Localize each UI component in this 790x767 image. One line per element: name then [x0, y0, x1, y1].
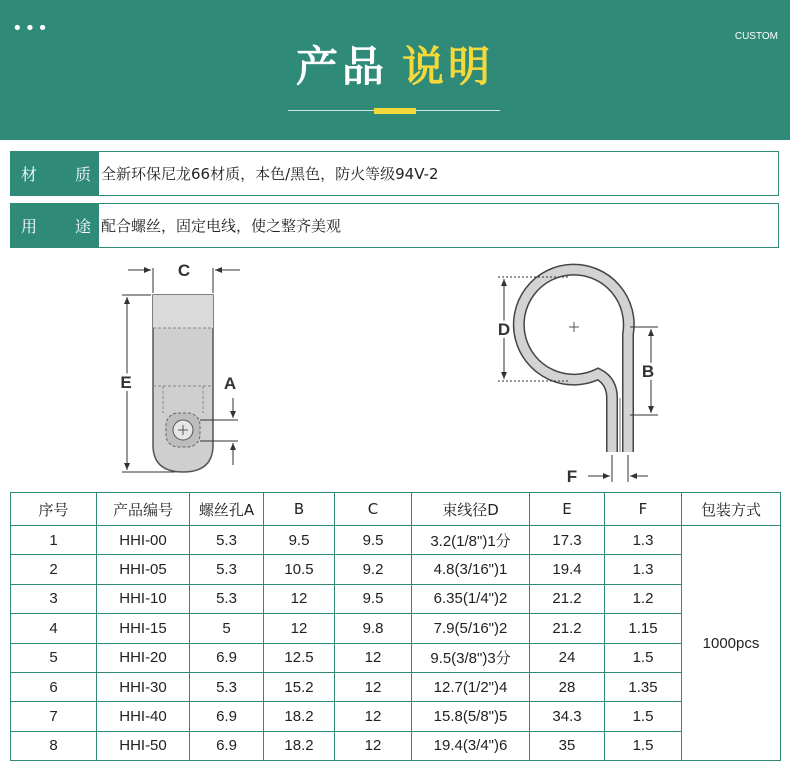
- table-cell: HHI-40: [97, 702, 190, 731]
- table-cell: HHI-05: [97, 555, 190, 584]
- table-cell: 21.2: [530, 614, 605, 643]
- table-header-row: [11, 493, 781, 526]
- table-cell: 35: [530, 731, 605, 760]
- table-cell: 10.5: [264, 555, 335, 584]
- table-row: [11, 702, 781, 731]
- table-header-cell: 产品编号: [97, 493, 190, 526]
- table-cell: 6.9: [190, 702, 264, 731]
- dim-label-e: E: [120, 373, 132, 392]
- table-cell: 15.2: [264, 672, 335, 701]
- table-header-cell: 螺丝孔A: [190, 493, 264, 526]
- table-cell: 9.2: [335, 555, 412, 584]
- table-cell: 8: [11, 731, 97, 760]
- table-cell: 12.7(1/2")4: [412, 672, 530, 701]
- material-row: [10, 151, 779, 196]
- table-cell: 5: [11, 643, 97, 672]
- table-row: [11, 584, 781, 613]
- front-view: [120, 261, 240, 472]
- table-cell: 1.3: [605, 555, 682, 584]
- table-cell: 3: [11, 584, 97, 613]
- dim-label-d: D: [497, 320, 511, 339]
- table-cell: 12: [335, 672, 412, 701]
- table-cell: 5.3: [190, 672, 264, 701]
- table-cell: 1.5: [605, 702, 682, 731]
- dim-label-c: C: [177, 261, 191, 280]
- table-header-cell: 包装方式: [682, 493, 781, 526]
- table-cell: 4.8(3/16")1: [412, 555, 530, 584]
- material-value: 全新环保尼龙66材质，本色/黑色，防火等级94V-2: [101, 165, 439, 183]
- table-cell: 5.3: [190, 555, 264, 584]
- table-header-cell: B: [264, 493, 335, 526]
- side-view: [498, 270, 658, 486]
- table-header-cell: C: [335, 493, 412, 526]
- table-cell: 18.2: [264, 702, 335, 731]
- table-cell: 9.5: [335, 526, 412, 555]
- table-header-cell: 束线径D: [412, 493, 530, 526]
- table-cell: 4: [11, 614, 97, 643]
- table-row: [11, 614, 781, 643]
- table-cell: HHI-15: [97, 614, 190, 643]
- packaging-cell: 1000pcs: [682, 526, 781, 761]
- table-cell: 12: [264, 614, 335, 643]
- table-cell: 6.9: [190, 643, 264, 672]
- table-cell: 15.8(5/8")5: [412, 702, 530, 731]
- table-cell: 1.15: [605, 614, 682, 643]
- table-cell: 12: [335, 731, 412, 760]
- table-header-cell: 序号: [11, 493, 97, 526]
- table-cell: 9.8: [335, 614, 412, 643]
- table-cell: HHI-20: [97, 643, 190, 672]
- dots-icon: •••: [12, 18, 50, 39]
- table-header-cell: E: [530, 493, 605, 526]
- table-row: [11, 526, 781, 555]
- dim-label-b: B: [641, 362, 655, 381]
- table-cell: HHI-50: [97, 731, 190, 760]
- table-cell: 9.5: [264, 526, 335, 555]
- table-row: [11, 643, 781, 672]
- table-row: [11, 555, 781, 584]
- table-cell: 9.5(3/8")3分: [412, 643, 530, 672]
- usage-row: [10, 203, 779, 248]
- table-cell: 1.5: [605, 731, 682, 760]
- title-white: 产品: [295, 42, 388, 91]
- table-cell: 12.5: [264, 643, 335, 672]
- title-yellow: 说明: [402, 42, 495, 91]
- table-cell: 3.2(1/8")1分: [412, 526, 530, 555]
- table-cell: 6.9: [190, 731, 264, 760]
- table-cell: 18.2: [264, 731, 335, 760]
- table-cell: 17.3: [530, 526, 605, 555]
- table-cell: 21.2: [530, 584, 605, 613]
- page-title: [0, 34, 790, 94]
- table-row: [11, 672, 781, 701]
- table-cell: 1.3: [605, 526, 682, 555]
- dim-label-a: A: [223, 374, 237, 393]
- table-cell: 34.3: [530, 702, 605, 731]
- table-cell: 1.2: [605, 584, 682, 613]
- usage-label: 用 途: [11, 204, 99, 247]
- table-cell: 5: [190, 614, 264, 643]
- table-cell: 24: [530, 643, 605, 672]
- table-cell: 19.4(3/4")6: [412, 731, 530, 760]
- table-cell: 28: [530, 672, 605, 701]
- table-cell: 7.9(5/16")2: [412, 614, 530, 643]
- table-cell: 6: [11, 672, 97, 701]
- table-cell: HHI-30: [97, 672, 190, 701]
- table-cell: 12: [335, 643, 412, 672]
- usage-value: 配合螺丝，固定电线，使之整齐美观: [101, 217, 342, 235]
- table-cell: 1: [11, 526, 97, 555]
- dim-label-f: F: [566, 467, 578, 486]
- table-cell: 1.5: [605, 643, 682, 672]
- clip-dimension-drawing: [0, 255, 790, 490]
- table-cell: 1.35: [605, 672, 682, 701]
- title-accent-bar: [374, 108, 416, 114]
- table-cell: 2: [11, 555, 97, 584]
- table-cell: 19.4: [530, 555, 605, 584]
- table-cell: 7: [11, 702, 97, 731]
- header-banner: [0, 0, 790, 140]
- table-cell: HHI-00: [97, 526, 190, 555]
- material-label: 材 质: [11, 152, 99, 195]
- table-row: [11, 731, 781, 760]
- table-cell: HHI-10: [97, 584, 190, 613]
- table-cell: 6.35(1/4")2: [412, 584, 530, 613]
- table-header-cell: F: [605, 493, 682, 526]
- table-cell: 12: [264, 584, 335, 613]
- table-cell: 5.3: [190, 584, 264, 613]
- table-cell: 5.3: [190, 526, 264, 555]
- custom-label: CUSTOM: [734, 31, 778, 42]
- spec-table: [10, 492, 781, 761]
- table-cell: 12: [335, 702, 412, 731]
- table-cell: 9.5: [335, 584, 412, 613]
